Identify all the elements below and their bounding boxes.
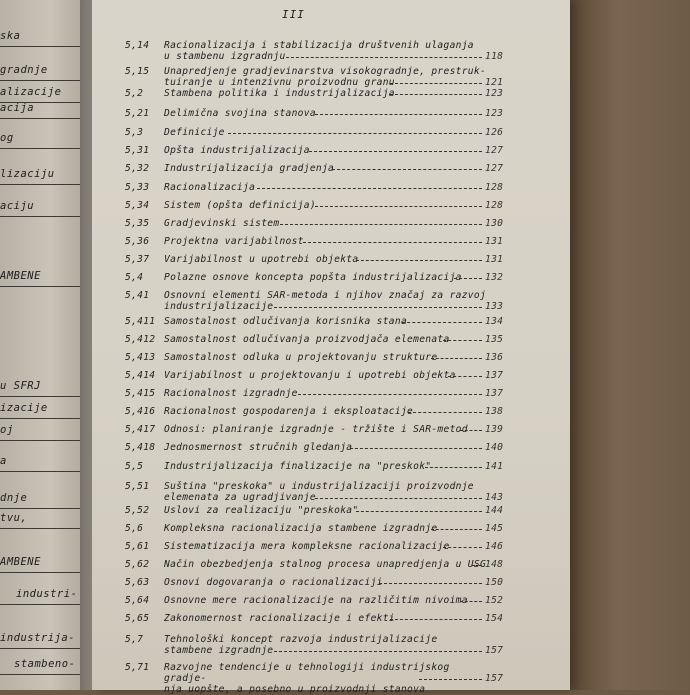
toc-leader-dashes [425,467,482,468]
toc-leader-dashes [448,376,482,377]
toc-entry-title: Samostalnost odlučivanja korisnika stana [164,316,408,327]
toc-entry-number: 5,41 [125,290,150,301]
toc-entry-number: 5,414 [125,370,156,381]
toc-entry-title: Polazne osnove koncepta popšta industrijalizacija [164,272,462,283]
toc-leader-dashes [356,260,482,261]
left-page-fragment: gradnje [0,64,48,76]
left-page-rule [0,396,80,397]
toc-leader-dashes [350,448,482,449]
toc-entry-number: 5,5 [125,461,144,472]
toc-entry-title: Delimična svojina stanova [164,108,316,119]
toc-entry-title: Suština "preskoka" u industrijalizaciji proizvodnje elemenata za ugradjivanje [164,481,474,503]
toc-entry-title: Varijabilnost u projektovanju i upotrebi objekta [164,370,456,381]
left-page-fragment: lizaciju [0,168,55,180]
toc-leader-dashes [408,412,482,413]
left-page-fragment: tvu, [0,512,28,524]
toc-entry-title: Racionalizacija [164,182,256,193]
left-page-edge [0,0,92,690]
page-number: III [282,8,305,21]
left-page-rule [0,80,80,81]
toc-entry-page: 137 [485,388,504,399]
left-page-fragment: acija [0,102,35,114]
left-page-fragment: AMBENE [0,270,41,282]
toc-entry-number: 5,35 [125,218,150,229]
toc-entry-page: 134 [485,316,504,327]
toc-entry-title: Sistematizacija mera kompleksne racionalizacije [164,541,450,552]
toc-leader-dashes [390,619,482,620]
toc-entry-page: 131 [485,236,504,247]
toc-entry-number: 5,34 [125,200,150,211]
toc-leader-dashes [431,529,482,530]
toc-leader-dashes [390,94,482,95]
toc-entry-page: 118 [485,51,504,62]
toc-entry-title: Varijabilnost u upotrebi objekta [164,254,359,265]
toc-entry-number: 5,33 [125,182,150,193]
left-page-fragment: izacije [0,402,48,414]
toc-entry-number: 5,63 [125,577,150,588]
toc-leader-dashes [286,57,482,58]
toc-leader-dashes [460,430,482,431]
toc-entry-page: 146 [485,541,504,552]
toc-entry-number: 5,31 [125,145,150,156]
toc-leader-dashes [443,340,482,341]
toc-entry-number: 5,36 [125,236,150,247]
toc-entry-title: Način obezbedjenja stalnog procesa unapredjenja u USG [164,559,487,570]
toc-entry-page: 150 [485,577,504,588]
left-page-fragment: u SFRJ [0,380,41,392]
toc-entry-page: 127 [485,163,504,174]
toc-entry-title: Unapredjenje gradjevinarstva visokogradnje, prestruk- tuiranje u intenzivnu proizvodnu granu [164,66,487,88]
toc-entry-title: Tehnološki koncept razvoja industrijalizacije stambene izgradnje [164,634,438,656]
toc-entry-page: 154 [485,613,504,624]
toc-entry-number: 5,413 [125,352,156,363]
toc-leader-dashes [356,511,482,512]
toc-entry-number: 5,416 [125,406,156,417]
toc-entry-number: 5,15 [125,66,150,77]
left-page-rule [0,604,80,605]
left-page-rule [0,148,80,149]
toc-leader-dashes [309,151,482,152]
toc-entry-title: Gradjevinski sistem [164,218,280,229]
toc-entry-page: 144 [485,505,504,516]
left-page-rule [0,508,80,509]
toc-entry-page: 152 [485,595,504,606]
toc-entry-number: 5,52 [125,505,150,516]
toc-entry-number: 5,411 [125,316,156,327]
toc-entry-title: Osnovi dogovaranja o racionalizaciji [164,577,383,588]
toc-entry-page: 126 [485,127,504,138]
toc-leader-dashes [472,565,482,566]
toc-leader-dashes [257,188,482,189]
toc-entry-title: Stambena politika i industrijalizacija [164,88,395,99]
toc-entry-title: Uslovi za realizaciju "preskoka" [164,505,359,516]
left-page-rule [0,418,80,419]
toc-entry-page: 138 [485,406,504,417]
toc-entry-title: Opšta industrijalizacija [164,145,310,156]
left-page-rule [0,184,80,185]
toc-entry-page: 135 [485,334,504,345]
toc-entry-number: 5,51 [125,481,150,492]
left-page-fragment: alizacije [0,86,62,98]
toc-entry-number: 5,14 [125,40,150,51]
toc-leader-dashes [379,583,482,584]
toc-leader-dashes [274,307,482,308]
toc-entry-title: Racionalnost gospodarenja i eksploatacije [164,406,414,417]
toc-entry-page: 123 [485,108,504,119]
left-page-fragment: industri- [16,588,78,600]
toc-entry-title: Sistem (opšta definicija) [164,200,316,211]
toc-leader-dashes [454,278,482,279]
toc-entry-title: Osnovni elementi SAR-metoda i njihov značaj za razvoj industrijalizacije [164,290,487,312]
toc-leader-dashes [402,322,482,323]
left-page-fragment: stambeno- [14,658,76,670]
toc-entry-number: 5,6 [125,523,144,534]
toc-entry-number: 5,32 [125,163,150,174]
toc-leader-dashes [315,498,482,499]
toc-entry-title: Zakonomernost racionalizacije i efekti [164,613,395,624]
left-page-fragment: oj [0,424,14,436]
toc-entry-title: Razvojne tendencije u tehnologiji industrijskog gradje- nja uopšte, a posebno u proizvodnji stanova [164,662,450,695]
toc-entry-number: 5,62 [125,559,150,570]
toc-entry-page: 137 [485,370,504,381]
toc-entry-page: 140 [485,442,504,453]
toc-leader-dashes [303,242,482,243]
left-page-rule [0,572,80,573]
toc-entry-title: Odnosi: planiranje izgradnje - tržište i SAR-metod [164,424,468,435]
toc-entry-page: 123 [485,88,504,99]
toc-leader-dashes [280,224,482,225]
toc-entry-page: 141 [485,461,504,472]
toc-entry-number: 5,37 [125,254,150,265]
toc-entry-page: 157 [485,645,504,656]
left-page-rule [0,118,80,119]
toc-entry-page: 130 [485,218,504,229]
left-page-rule [0,674,80,675]
left-page-fragment: dnje [0,492,28,504]
toc-entry-number: 5,2 [125,88,144,99]
toc-entry-title: Jednosmernost stručnih gledanja [164,442,353,453]
toc-entry-page: 157 [485,673,504,684]
toc-entry-title: Industrijalizacija finalizacije na "preskok" [164,461,432,472]
toc-entry-page: 143 [485,492,504,503]
toc-entry-title: Samostalnost odluka u projektovanju strukture [164,352,438,363]
toc-entry-number: 5,417 [125,424,156,435]
toc-entry-number: 5,7 [125,634,144,645]
toc-entry-title: Samostalnost odlučivanja proizvodjača elemenata [164,334,450,345]
left-page-rule [0,471,80,472]
toc-leader-dashes [332,169,482,170]
left-page-rule [0,286,80,287]
toc-entry-number: 5,3 [125,127,144,138]
left-page-fragment: ska [0,30,21,42]
toc-entry-title: Industrijalizacija gradjenja [164,163,335,174]
toc-entry-number: 5,412 [125,334,156,345]
table-surface [570,0,690,690]
toc-entry-title: Projektna varijabilnost [164,236,304,247]
toc-entry-title: Osnovne mere racionalizacije na različitim nivoima [164,595,468,606]
left-page-rule [0,528,80,529]
left-page-rule [0,440,80,441]
toc-entry-number: 5,418 [125,442,156,453]
toc-leader-dashes [315,206,482,207]
toc-entry-page: 133 [485,301,504,312]
toc-leader-dashes [460,601,482,602]
toc-entry-title: Definicije [164,127,225,138]
toc-leader-dashes [443,547,482,548]
toc-entry-number: 5,64 [125,595,150,606]
left-page-rule [0,216,80,217]
left-page-fragment: a [0,455,7,467]
left-page-fragment: AMBENE [0,556,41,568]
toc-leader-dashes [390,83,482,84]
toc-entry-page: 136 [485,352,504,363]
table-of-contents-page [92,0,570,695]
toc-entry-number: 5,415 [125,388,156,399]
toc-leader-dashes [228,133,482,134]
toc-entry-page: 139 [485,424,504,435]
toc-entry-number: 5,4 [125,272,144,283]
toc-entry-page: 121 [485,77,504,88]
toc-leader-dashes [274,651,482,652]
toc-entry-number: 5,61 [125,541,150,552]
left-page-fragment: aciju [0,200,35,212]
toc-entry-page: 127 [485,145,504,156]
toc-leader-dashes [419,679,482,680]
toc-leader-dashes [315,114,482,115]
toc-entry-page: 128 [485,200,504,211]
toc-entry-page: 132 [485,272,504,283]
left-page-rule [0,648,80,649]
toc-entry-number: 5,65 [125,613,150,624]
left-page-fragment: industrija- [0,632,76,644]
toc-entry-page: 145 [485,523,504,534]
toc-entry-title: Racionalnost izgradnje [164,388,298,399]
toc-entry-number: 5,21 [125,108,150,119]
toc-entry-title: Kompleksna racionalizacija stambene izgradnje [164,523,438,534]
toc-entry-page: 128 [485,182,504,193]
left-page-rule [0,46,80,47]
toc-entry-page: 131 [485,254,504,265]
toc-entry-number: 5,71 [125,662,150,673]
toc-leader-dashes [298,394,482,395]
toc-leader-dashes [431,358,482,359]
toc-entry-title: Racionalizacija i stabilizacija društvenih ulaganja u stambenu izgradnju [164,40,474,62]
toc-entry-page: 148 [485,559,504,570]
left-page-fragment: og [0,132,14,144]
